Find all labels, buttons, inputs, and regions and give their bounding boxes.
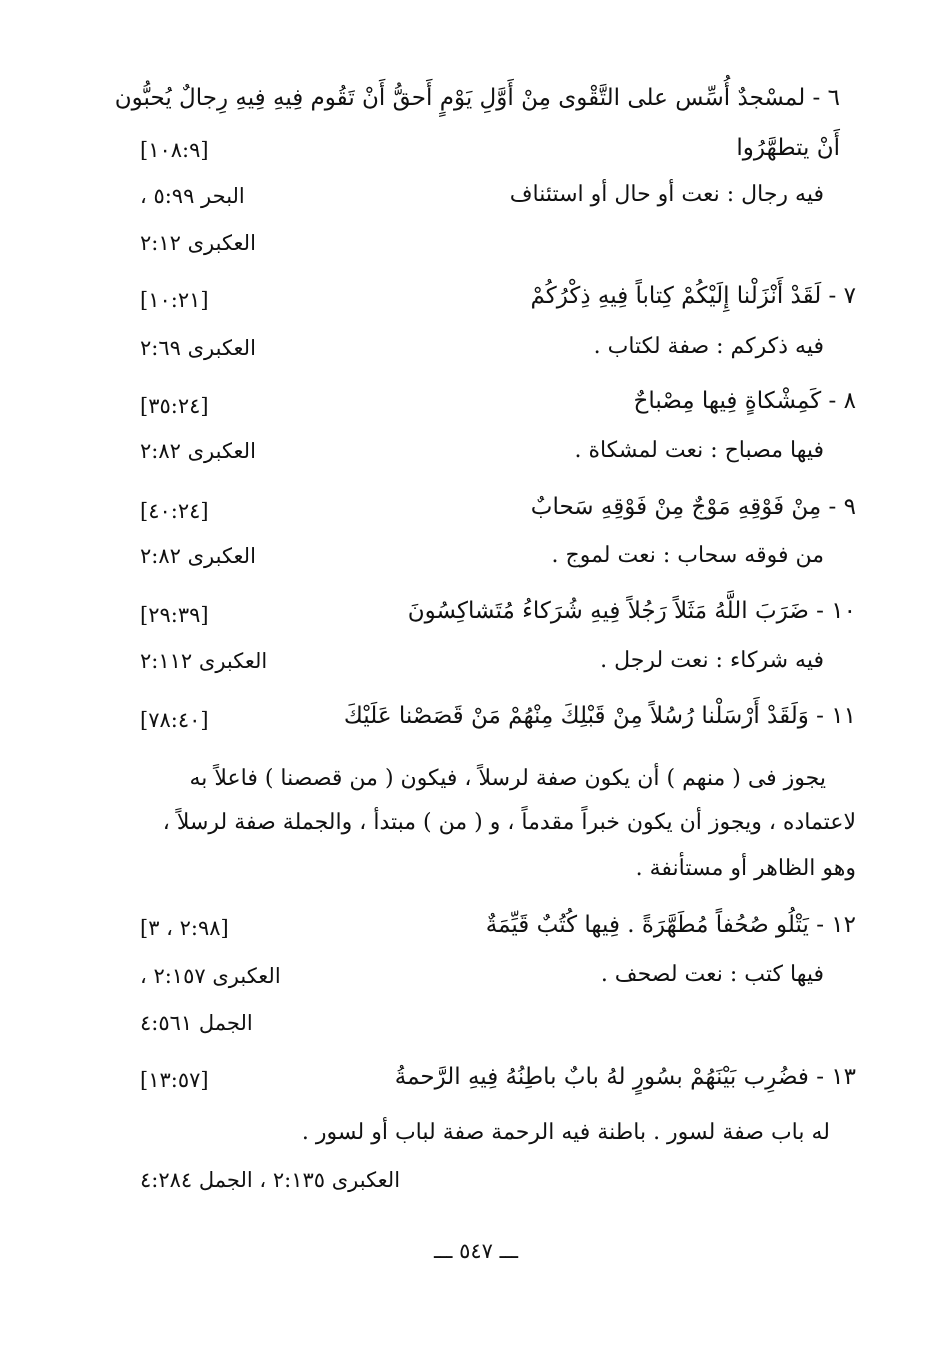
verse-7-reference: [١٠:٢١]: [140, 288, 209, 312]
page-number: ـــ ٥٤٧ ـــ: [433, 1239, 519, 1263]
verse-7: ٧ - لَقَدْ أَنْزَلْنا إِلَيْكُمْ كِتاباً فِيهِ ذِكْرُكُمْ: [530, 283, 856, 309]
verse-13-reference: [١٣:٥٧]: [140, 1068, 209, 1092]
note-11-line-2: لاعتماده ، ويجوز أن يكون خبراً مقدماً ، و ( من ) مبتدأ ، والجملة صفة لرسلاً ،: [162, 810, 856, 835]
note-9: من فوقه سحاب : نعت لموج .: [551, 543, 824, 568]
source-8: العكبرى ٢:٨٢: [140, 439, 256, 463]
note-13: له باب صفة لسور . باطنة فيه الرحمة صفة لباب أو لسور .: [301, 1120, 830, 1145]
verse-11: ١١ - وَلَقَدْ أَرْسَلْنا رُسُلاً مِنْ قَبْلِكَ مِنْهُمْ مَنْ قَصَصْنا عَلَيْكَ: [343, 703, 856, 729]
verse-9-reference: [٤٠:٢٤]: [140, 499, 209, 523]
note-12: فيها كتب : نعت لصحف .: [600, 962, 824, 987]
verse-6-reference: [١٠٨:٩]: [140, 138, 209, 162]
note-8: فيها مصباح : نعت لمشكاة .: [574, 438, 824, 463]
source-10: العكبرى ٢:١١٢: [140, 649, 268, 673]
source-6-line-1: البحر ٥:٩٩ ،: [140, 184, 245, 208]
verse-8-reference: [٣٥:٢٤]: [140, 394, 209, 418]
source-13: العكبرى ٢:١٣٥ ، الجمل ٤:٢٨٤: [140, 1168, 401, 1192]
note-7: فيه ذكركم : صفة لكتاب .: [593, 334, 824, 359]
source-6-line-2: العكبرى ٢:١٢: [140, 231, 256, 255]
verse-10: ١٠ - ضَرَبَ اللَّهُ مَثَلاً رَجُلاً فِيهِ شُرَكاءُ مُتَشاكِسُونَ: [407, 598, 856, 624]
source-12-line-2: الجمل ٤:٥٦١: [140, 1011, 253, 1035]
verse-13: ١٣ - فضُرِب بَيْنَهُمْ بسُورٍ لهُ بابٌ باطِنُهُ فِيهِ الرَّحمةُ: [394, 1064, 856, 1090]
verse-11-reference: [٧٨:٤٠]: [140, 708, 209, 732]
verse-9: ٩ - مِنْ فَوْقِهِ مَوْجٌ مِنْ فَوْقِهِ سَحابٌ: [530, 494, 856, 520]
note-6: فيه رجال : نعت أو حال أو استئناف: [509, 182, 824, 207]
note-11-line-3: وهو الظاهر أو مستأنفة .: [635, 856, 856, 881]
verse-8: ٨ - كَمِشْكاةٍ فِيها مِصْباحٌ: [633, 388, 856, 414]
note-10: فيه شركاء : نعت لرجل .: [600, 648, 824, 673]
source-9: العكبرى ٢:٨٢: [140, 544, 256, 568]
verse-6-line-2: أَنْ يتطهَّرُوا: [736, 135, 840, 161]
source-7: العكبرى ٢:٦٩: [140, 336, 256, 360]
note-11-line-1: يجوز فى ( منهم ) أن يكون صفة لرسلاً ، فيكون ( من قصصنا ) فاعلاً به: [189, 766, 826, 791]
verse-6-line-1: ٦ - لمسْجدٌ أُسِّس على التَّقْوى مِنْ أَوَّلِ يَوْمٍ أَحقُّ أَنْ تَقُوم فِيهِ فِيهِ رِجالٌ يُحبُّون: [114, 85, 840, 111]
verse-12-reference: [٢:٩٨ ، ٣]: [140, 916, 229, 940]
verse-12: ١٢ - يَتْلُو صُحُفاً مُطَهَّرَةً . فِيها كُتُبٌ قَيِّمَةٌ: [485, 912, 856, 938]
verse-10-reference: [٢٩:٣٩]: [140, 603, 209, 627]
source-12-line-1: العكبرى ٢:١٥٧ ،: [140, 964, 281, 988]
